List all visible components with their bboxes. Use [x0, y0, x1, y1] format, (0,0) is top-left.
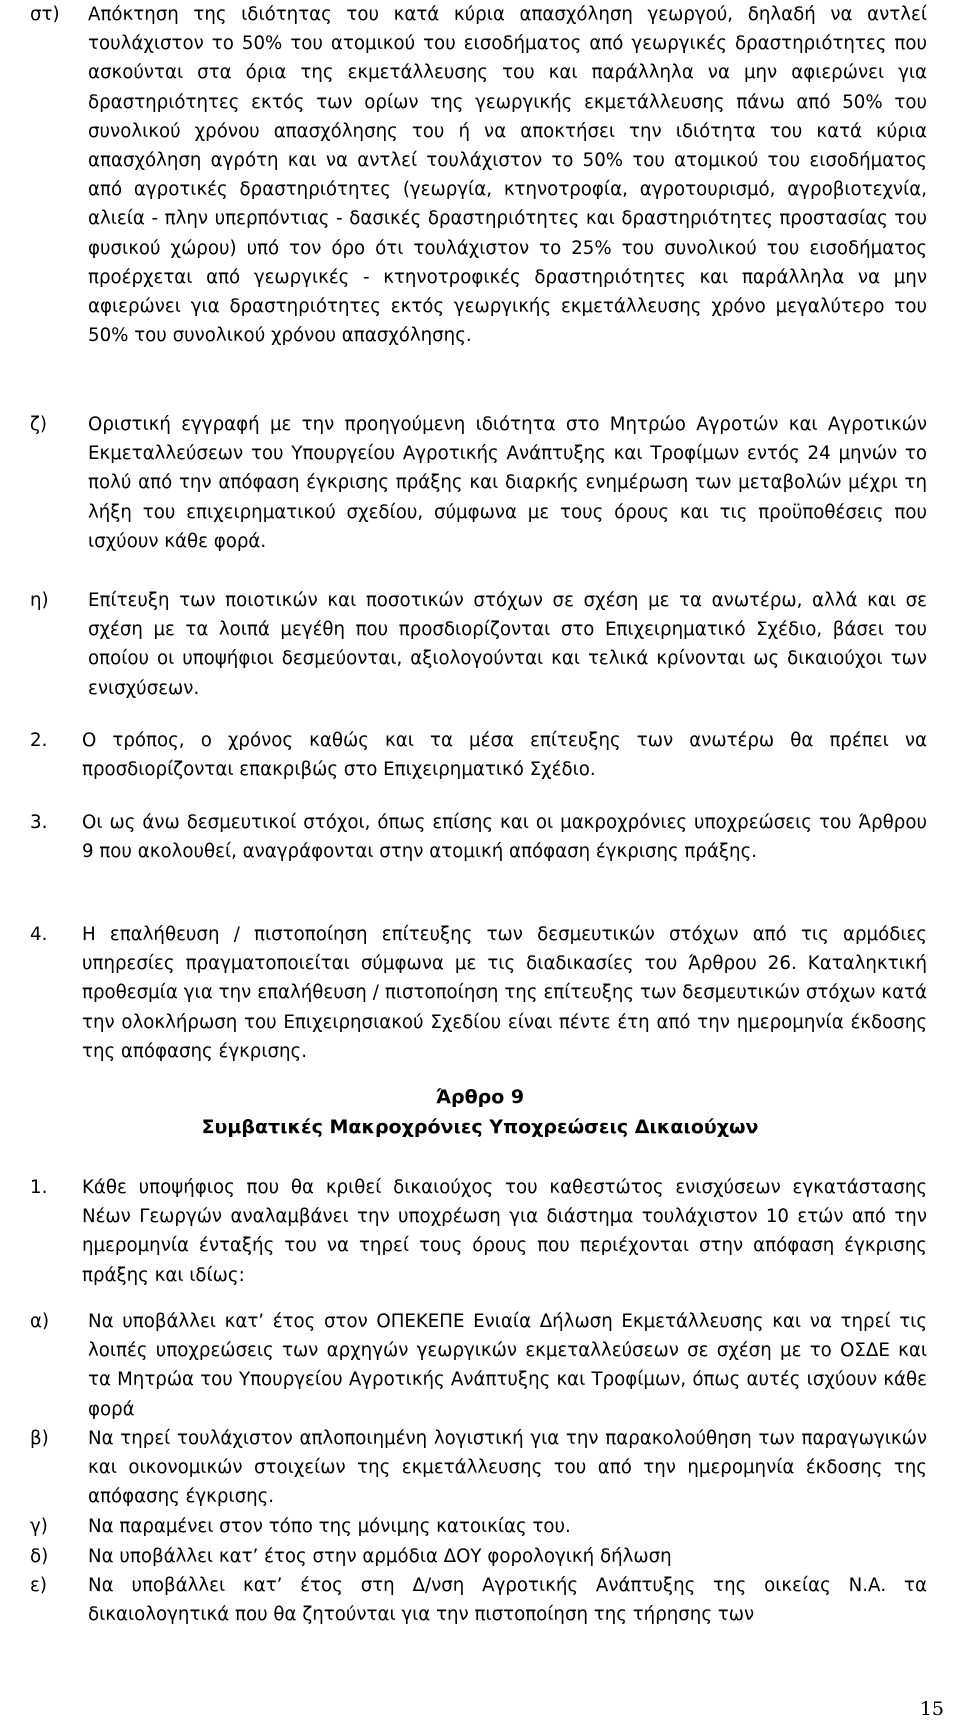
item-label: στ) — [30, 4, 60, 25]
list-item-d — [30, 1542, 927, 1571]
list-item-a — [30, 1307, 927, 1424]
article-number: Άρθρο 9 — [435, 1086, 525, 1108]
article-title: Συμβατικές Μακροχρόνιες Υποχρεώσεις Δικαιούχων — [201, 1116, 759, 1138]
list-item-2 — [30, 726, 927, 784]
list-item-i — [30, 586, 927, 703]
item-label: β) — [30, 1428, 49, 1449]
item-label: δ) — [30, 1546, 49, 1567]
item-label: 4. — [30, 924, 48, 945]
item-label: α) — [30, 1311, 50, 1332]
item-text: Να παραμένει στον τόπο της μόνιμης κατοικίας του. — [88, 1516, 571, 1537]
item-label: η) — [30, 590, 49, 611]
item-text: Να τηρεί τουλάχιστον απλοποιημένη λογιστική για την παρακολούθηση των παραγωγικών και οικονομικών στοιχείων της εκμετάλλευσης του από την ημερομηνία έκδοσης της απόφασης έγκρισης. — [88, 1428, 927, 1508]
item-text: Ο τρόπος, ο χρόνος καθώς και τα μέσα επίτευξης των ανωτέρω θα πρέπει να προσδιορίζονται επακριβώς στο Επιχειρηματικό Σχέδιο. — [82, 730, 927, 781]
list-item-st — [30, 0, 927, 350]
item-label: 2. — [30, 730, 48, 751]
item-text: Να υποβάλλει κατ’ έτος στη Δ/νση Αγροτικής Ανάπτυξης της οικείας Ν.Α. τα δικαιολογητικά που θα ζητούνται για την πιστοποίηση της τήρησης των — [88, 1575, 927, 1626]
item-text: Οι ως άνω δεσμευτικοί στόχοι, όπως επίσης και οι μακροχρόνιες υποχρεώσεις του Άρθρου 9 που ακολουθεί, αναγράφονται στην ατομική απόφαση έγκρισης πράξης. — [82, 812, 927, 863]
item-label: 3. — [30, 812, 48, 833]
list-item-b — [30, 1424, 927, 1512]
list-item-3 — [30, 808, 927, 866]
item-text: Κάθε υποψήφιος που θα κριθεί δικαιούχος του καθεστώτος ενισχύσεων εγκατάστασης Νέων Γεωργών αναλαμβάνει την υποχρέωση για διάστημα τουλάχιστον 10 ετών από την ημερομηνία ένταξής του να τηρεί τους όρους που περιέχονται στην απόφαση έγκρισης πράξης και ιδίως: — [82, 1177, 927, 1286]
list-item-e — [30, 1571, 927, 1629]
item-text: Επίτευξη των ποιοτικών και ποσοτικών στόχων σε σχέση με τα ανωτέρω, αλλά και σε σχέση με τα λοιπά μεγέθη που προσδιορίζονται στο Επιχειρηματικό Σχέδιο, βάσει του οποίου οι υποψήφιοι δεσμεύονται, αξιολογούνται και τελικά κρίνονται ως δικαιούχοι των ενισχύσεων. — [88, 590, 927, 699]
item-label: γ) — [30, 1516, 48, 1537]
item-text: Να υποβάλλει κατ’ έτος στην αρμόδια ΔΟΥ φορολογική δήλωση — [88, 1546, 672, 1567]
list-item-z — [30, 410, 927, 556]
item-label: ε) — [30, 1575, 47, 1596]
list-item-g — [30, 1512, 927, 1541]
item-label: ζ) — [30, 414, 47, 435]
page-number: 15 — [919, 1698, 944, 1720]
list-item-4 — [30, 920, 927, 1066]
item-label: 1. — [30, 1177, 48, 1198]
item-text: Να υποβάλλει κατ’ έτος στον ΟΠΕΚΕΠΕ Ενιαία Δήλωση Εκμετάλλευσης και να τηρεί τις λοιπές υποχρεώσεις των αρχηγών γεωργικών εκμεταλλεύσεων σε σχέση με το ΟΣΔΕ και τα Μητρώα του Υπουργείου Αγροτικής Ανάπτυξης και Τροφίμων, όπως αυτές ισχύουν κάθε φορά — [88, 1311, 927, 1420]
item-text: Απόκτηση της ιδιότητας του κατά κύρια απασχόληση γεωργού, δηλαδή να αντλεί τουλάχιστον το 50% του ατομικού του εισοδήματος από γεωργικές δραστηριότητες που ασκούνται στα όρια της εκμετάλλευσης του και παράλληλα να μην αφιερώνει για δραστηριότητες εκτός των ορίων της γεωργικής εκμετάλλευσης πάνω από 50% του συνολικού χρόνου απασχόλησης του ή να αποκτήσει την ιδιότητα του κατά κύρια απασχόληση αγρότη και να αντλεί τουλάχιστον το 50% του ατομικού του εισοδήματος από αγροτικές δραστηριότητες (γεωργία, κτηνοτροφία, αγροτουρισμό, αγροβιοτεχνία, αλιεία - πλην υπερπόντιας - δασικές δραστηριότητες και δραστηριότητες προστασίας του φυσικού χώρου) υπό τον όρο ότι τουλάχιστον το 25% του συνολικού του εισοδήματος προέρχεται από γεωργικές - κτηνοτροφικές δραστηριότητες και παράλληλα να μην αφιερώνει για δραστηριότητες εκτός γεωργικής εκμετάλλευσης χρόνο μεγαλύτερο του 50% του συνολικού χρόνου απασχόλησης. — [88, 4, 927, 347]
item-text: Η επαλήθευση / πιστοποίηση επίτευξης των δεσμευτικών στόχων από τις αρμόδιες υπηρεσίες πραγματοποιείται σύμφωνα με τις διαδικασίες του Άρθρου 26. Καταληκτική προθεσμία για την επαλήθευση / πιστοποίηση της επίτευξης των δεσμευτικών στόχων κατά την ολοκλήρωση του Επιχειρησιακού Σχεδίου είναι πέντε έτη από την ημερομηνία έκδοσης της απόφασης έγκρισης. — [82, 924, 927, 1062]
item-text: Οριστική εγγραφή με την προηγούμενη ιδιότητα στο Μητρώο Αγροτών και Αγροτικών Εκμεταλλεύσεων του Υπουργείου Αγροτικής Ανάπτυξης και Τροφίμων εντός 24 μηνών το πολύ από την απόφαση έγκρισης πράξης και διαρκής ενημέρωση των μεταβολών μέχρι τη λήξη του επιχειρηματικού σχεδίου, σύμφωνα με τους όρους και τις προϋποθέσεις που ισχύουν κάθε φορά. — [88, 414, 927, 552]
list-item-1 — [30, 1173, 927, 1290]
